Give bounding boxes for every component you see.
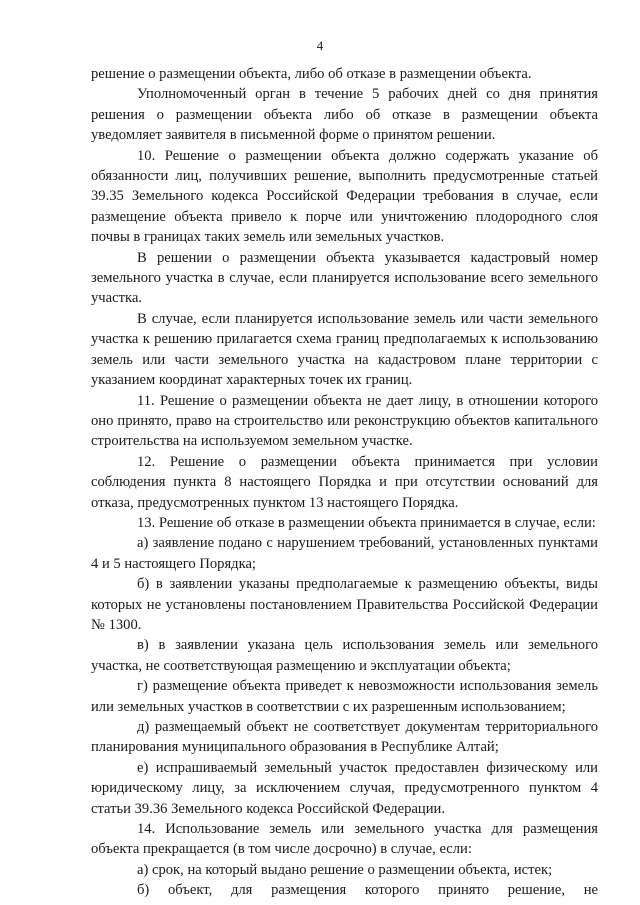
document-body bbox=[91, 64, 598, 901]
page-number: 4 bbox=[316, 38, 324, 53]
paragraph-continuation: решение о размещении объекта, либо об отказе в размещении объекта. bbox=[91, 66, 532, 82]
list-item-13d: д) размещаемый объект не соответствует документам территориального планирования муниципального образования в Республике Алтай; bbox=[91, 719, 598, 756]
paragraph-clause-12: 12. Решение о размещении объекта принимается при условии соблюдения пункта 8 настоящего Порядка и при отсутствии оснований для отказа, предусмотренных пунктом 13 настоящего Порядка. bbox=[91, 453, 598, 511]
paragraph-clause-13: 13. Решение об отказе в размещении объекта принимается в случае, если: bbox=[137, 514, 596, 531]
paragraph-clause-14: 14. Использование земель или земельного участка для размещения объекта прекращается (в том числе досрочно) в случае, если: bbox=[91, 821, 598, 858]
list-item-13v: в) в заявлении указана цель использования земель или земельного участка, не соответствующая размещению и эксплуатации объекта; bbox=[91, 637, 598, 674]
paragraph-cadastral-number: В решении о размещении объекта указывается кадастровый номер земельного участка в случае, если планируется использование всего земельного участка. bbox=[91, 249, 598, 307]
list-item-13a: а) заявление подано с нарушением требований, установленных пунктами 4 и 5 настоящего Порядка; bbox=[91, 535, 598, 572]
list-item-13g: г) размещение объекта приведет к невозможности использования земель или земельных участков в соответствии с их разрешенным использованием; bbox=[91, 678, 598, 715]
list-item-13b: б) в заявлении указаны предполагаемые к размещению объекты, виды которых не установлены постановлением Правительства Российской Федерации № 1300. bbox=[91, 576, 598, 633]
paragraph-clause-10: 10. Решение о размещении объекта должно содержать указание об обязанности лиц, получивших решение, выполнить предусмотренные статьей 39.35 Земельного кодекса Российской Федерации требования в случае, если размещение объекта привело к порче или уничтожению плодородного слоя почвы в границах таких земель или земельных участков. bbox=[91, 147, 598, 246]
paragraph-notification: Уполномоченный орган в течение 5 рабочих дней со дня принятия решения о размещении объекта либо об отказе в размещении объекта уведомляет заявителя в письменной форме о принятом решении. bbox=[91, 86, 598, 144]
list-item-13e: е) испрашиваемый земельный участок предоставлен физическому или юридическому лицу, за исключением случая, предусмотренного пунктом 4 статьи 39.36 Земельного кодекса Российской Федерации. bbox=[91, 759, 598, 817]
list-item-14a: а) срок, на который выдано решение о размещении объекта, истек; bbox=[137, 861, 553, 878]
list-item-14b: б) объект, для размещения которого принято решение, не bbox=[137, 882, 598, 899]
paragraph-clause-11: 11. Решение о размещении объекта не дает лицу, в отношении которого оно принято, право на строительство или реконструкцию объектов капитального строительства на используемом земельном участке. bbox=[91, 392, 598, 450]
paragraph-boundary-scheme: В случае, если планируется использование земель или части земельного участка к решению прилагается схема границ предполагаемых к использованию земель или части земельного участка на кадастровом плане территории с указанием координат характерных точек их границ. bbox=[91, 310, 598, 389]
